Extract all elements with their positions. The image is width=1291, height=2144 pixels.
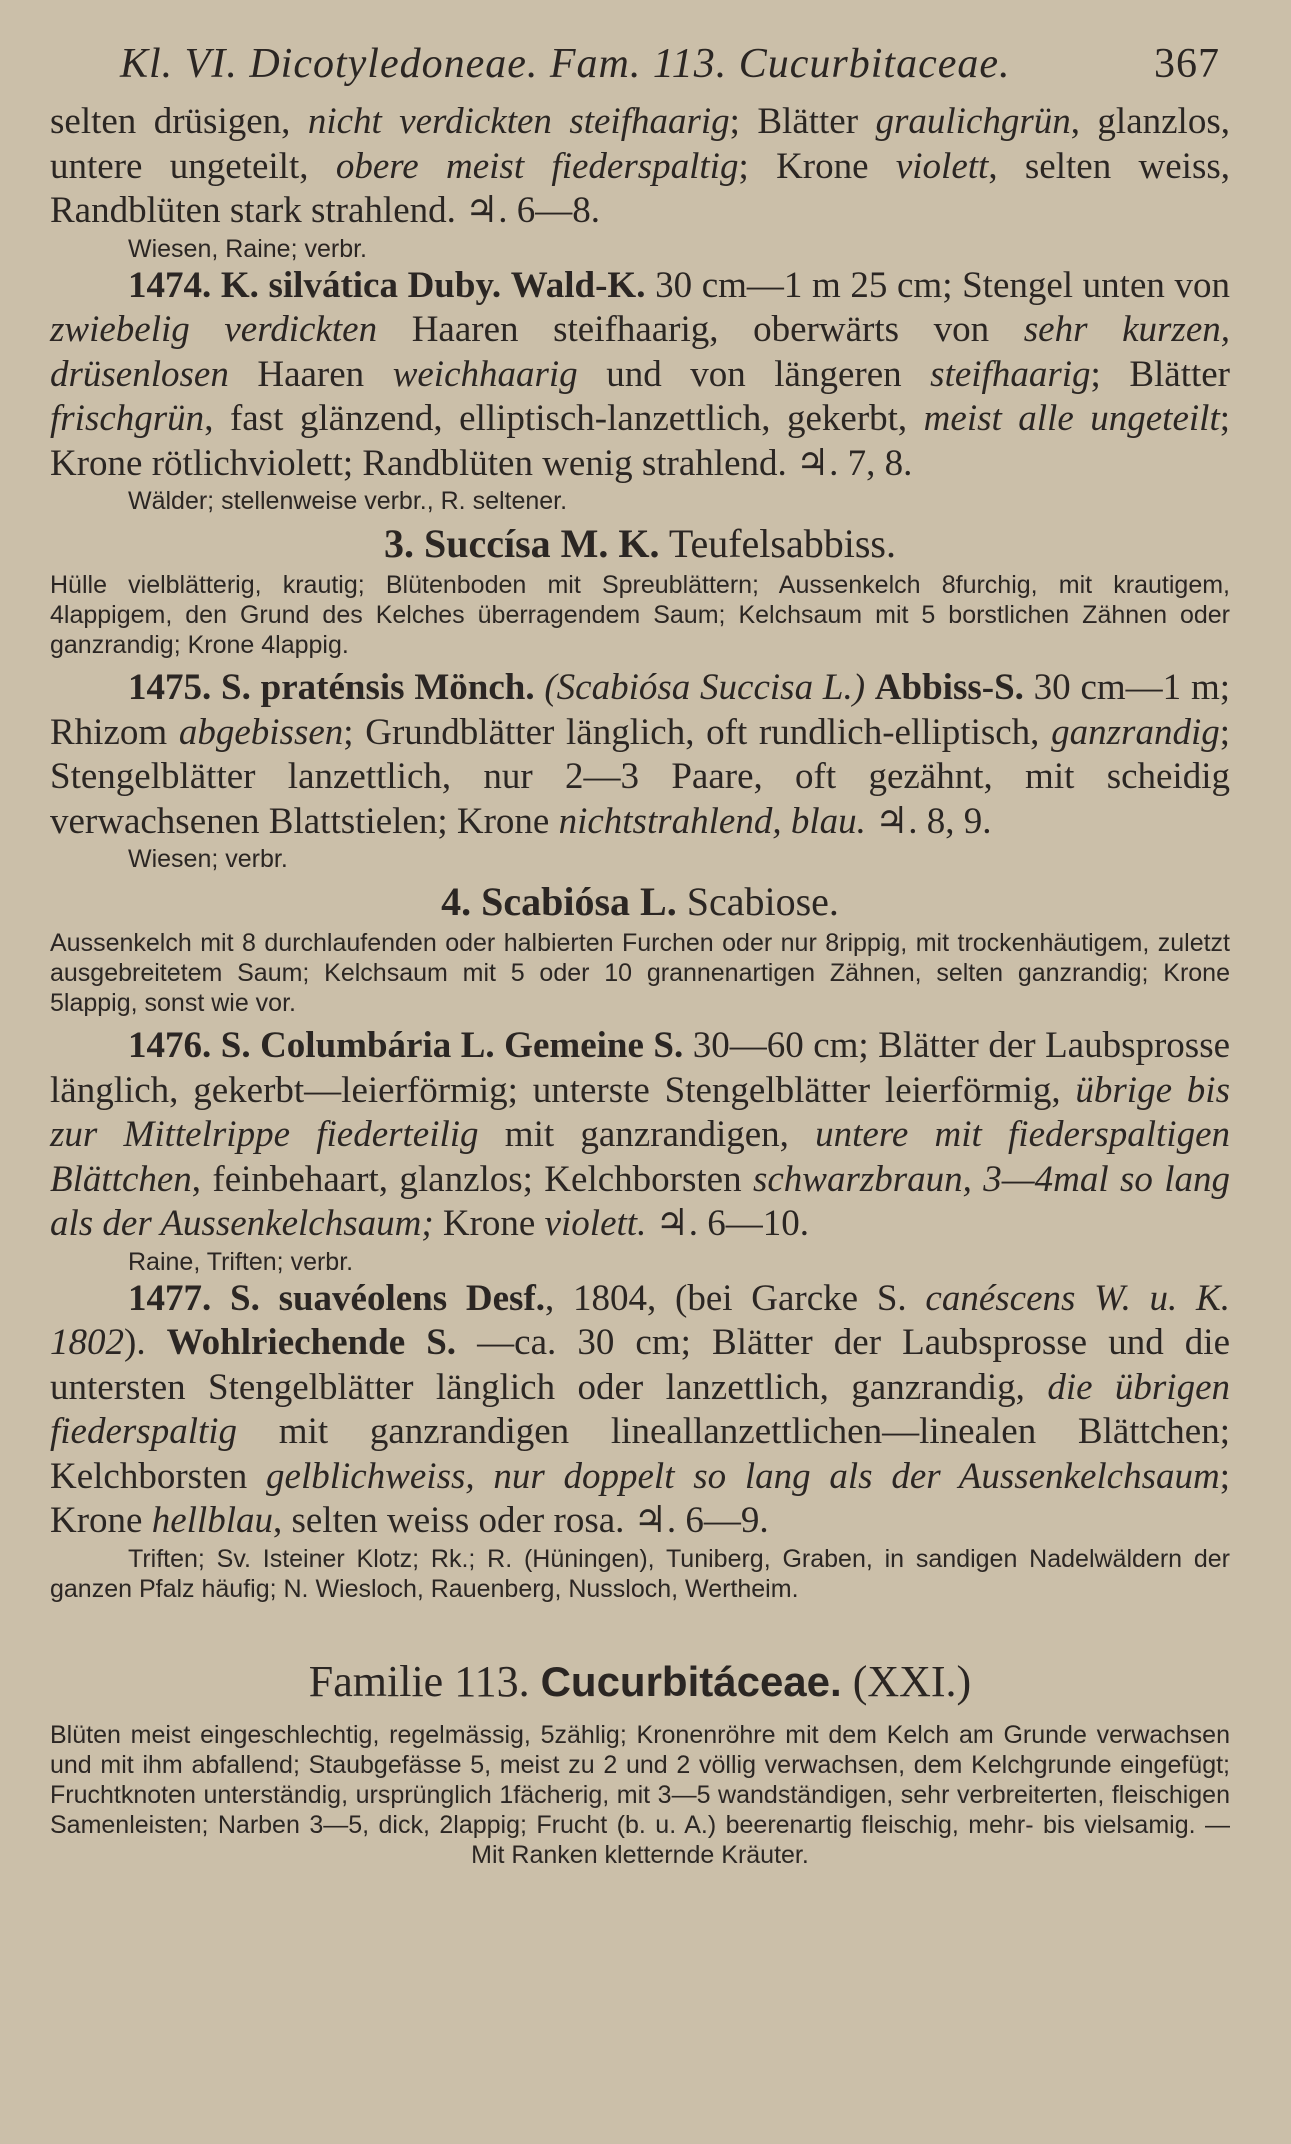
habitat-note: Raine, Triften; verbr. bbox=[128, 1247, 354, 1276]
common-name: Gemeine S. bbox=[504, 1025, 684, 1066]
species-name: S. Columbária L. bbox=[220, 1025, 495, 1066]
genus-description: Hülle vielblätterig, krautig; Blütenboden mit Spreublättern; Aussenkelch 8furchig, mit krautigem, 4lappigem, den Grund des Kelches überragendem Saum; Kelchsaum mit 5 borstlichen Zähnen oder ganzrandig; Krone 4lappig. bbox=[50, 571, 1230, 659]
synonym: (Scabiósa Succisa L.) bbox=[544, 667, 866, 708]
habitat-note: Triften; Sv. Isteiner Klotz; Rk.; R. (Hüningen), Tuniberg, Graben, in sandigen Nadelwäldern der ganzen Pfalz häufig; N. Wiesloch, Rauenberg, Nussloch, Wertheim. bbox=[50, 1544, 1230, 1603]
common-name: Wald-K. bbox=[510, 264, 646, 306]
book-page bbox=[50, 40, 1230, 1870]
family-description: Blüten meist eingeschlechtig, regelmässig, 5zählig; Kronenröhre mit dem Kelch am Grunde verwachsen und mit ihm abfallend; Staubgefässe 5, meist zu 2 und 2 völlig verwachsen, dem Kelchgrunde eingefügt; Fruchtknoten unterständig, ursprünglich 1fächerig, mit 3—5 wandständigen, sehr verbreiterten, fleischigen Samenleisten; Narben 3—5, dick, 2lappig; Frucht (b. u. A.) beerenartig fleischig, mehr- bis vielsamig. — Mit Ranken kletternde Kräuter. bbox=[50, 1720, 1230, 1869]
species-name: K. silvática Duby. bbox=[220, 264, 502, 306]
common-name: Abbiss-S. bbox=[874, 667, 1024, 708]
species-number: 1474. bbox=[128, 264, 212, 306]
habitat-note: Wiesen; verbr. bbox=[128, 845, 288, 873]
species-entry-1477: 1477. S. suavéolens Desf., 1804, (bei Garcke S. canéscens W. u. K. 1802). Wohlriechende S. —ca. 30 cm; Blätter der Laubsprosse und die untersten Stengelblätter länglich oder lanzettlich, ganzrandig, die übrigen fiederspaltig mit ganzrandigen lineallanzettlichen—linealen Blättchen; Kelchborsten gelblichweiss, nur doppelt so lang als der Aussenkelchsaum; Krone hellblau, selten weiss oder rosa. ♃. 6—9. bbox=[50, 1277, 1230, 1541]
continued-entry: selten drüsigen, nicht verdickten steifhaarig; Blätter graulichgrün, glanzlos, untere ungeteilt, obere meist fiederspaltig; Krone violett, selten weiss, Randblüten stark strahlend. ♃. 6—8. bbox=[50, 101, 1230, 231]
species-name: S. suavéolens Desf. bbox=[230, 1277, 546, 1319]
common-name: Wohlriechende S. bbox=[166, 1322, 457, 1363]
genus-heading-scabiosa: 4. Scabiósa L. Scabiose. bbox=[441, 879, 839, 924]
species-entry-1474: 1474. K. silvática Duby. Wald-K. 30 cm—1 m 25 cm; Stengel unten von zwiebelig verdickten Haaren steifhaarig, oberwärts von sehr kurzen, drüsenlosen Haaren weichhaarig und von längeren steifhaarig; Blätter frischgrün, fast glänzend, elliptisch-lanzettlich, gekerbt, meist alle ungeteilt; Krone rötlichviolett; Randblüten wenig strahlend. ♃. 7, 8. bbox=[50, 264, 1231, 484]
habitat-note: Wälder; stellenweise verbr., R. seltener. bbox=[128, 487, 568, 515]
species-entry-1476: 1476. S. Columbária L. Gemeine S. 30—60 cm; Blätter der Laubsprosse länglich, gekerbt—leierförmig; unterste Stengelblätter leierförmig, übrige bis zur Mittelrippe fiederteilig mit ganzrandigen, untere mit fiederspaltigen Blättchen, feinbehaart, glanzlos; Kelchborsten schwarzbraun, 3—4mal so lang als der Aussenkelchsaum; Krone violett. ♃. 6—10. bbox=[50, 1025, 1231, 1244]
running-title: Kl. VI. Dicotyledoneae. Fam. 113. Cucurbitaceae. bbox=[120, 41, 1011, 87]
habitat-note: Wiesen, Raine; verbr. bbox=[128, 234, 367, 263]
family-heading: Familie 113. Cucurbitáceae. (XXI.) bbox=[308, 1656, 972, 1706]
running-header bbox=[50, 40, 1230, 100]
species-number: 1476. bbox=[128, 1025, 212, 1066]
genus-heading-succisa: 3. Succísa M. K. Teufelsabbiss. bbox=[384, 521, 896, 566]
page-number: 367 bbox=[1154, 41, 1220, 87]
species-name: S. praténsis Mönch. bbox=[221, 667, 535, 708]
species-number: 1477. bbox=[128, 1277, 212, 1319]
genus-description: Aussenkelch mit 8 durchlaufenden oder halbierten Furchen oder nur 8rippig, mit trockenhäutigem, zuletzt ausgebreitetem Saum; Kelchsaum mit 5 oder 10 grannenartigen Zähnen, selten ganzrandig; Krone 5lappig, sonst wie vor. bbox=[50, 929, 1230, 1017]
species-number: 1475. bbox=[128, 667, 212, 708]
species-entry-1475: 1475. S. praténsis Mönch. (Scabiósa Succisa L.) Abbiss-S. 30 cm—1 m; Rhizom abgebissen; Grundblätter länglich, oft rundlich-elliptisch, ganzrandig; Stengelblätter lanzettlich, nur 2—3 Paare, oft gezähnt, mit scheidig verwachsenen Blattstielen; Krone nichtstrahlend, blau. ♃. 8, 9. bbox=[50, 667, 1231, 842]
